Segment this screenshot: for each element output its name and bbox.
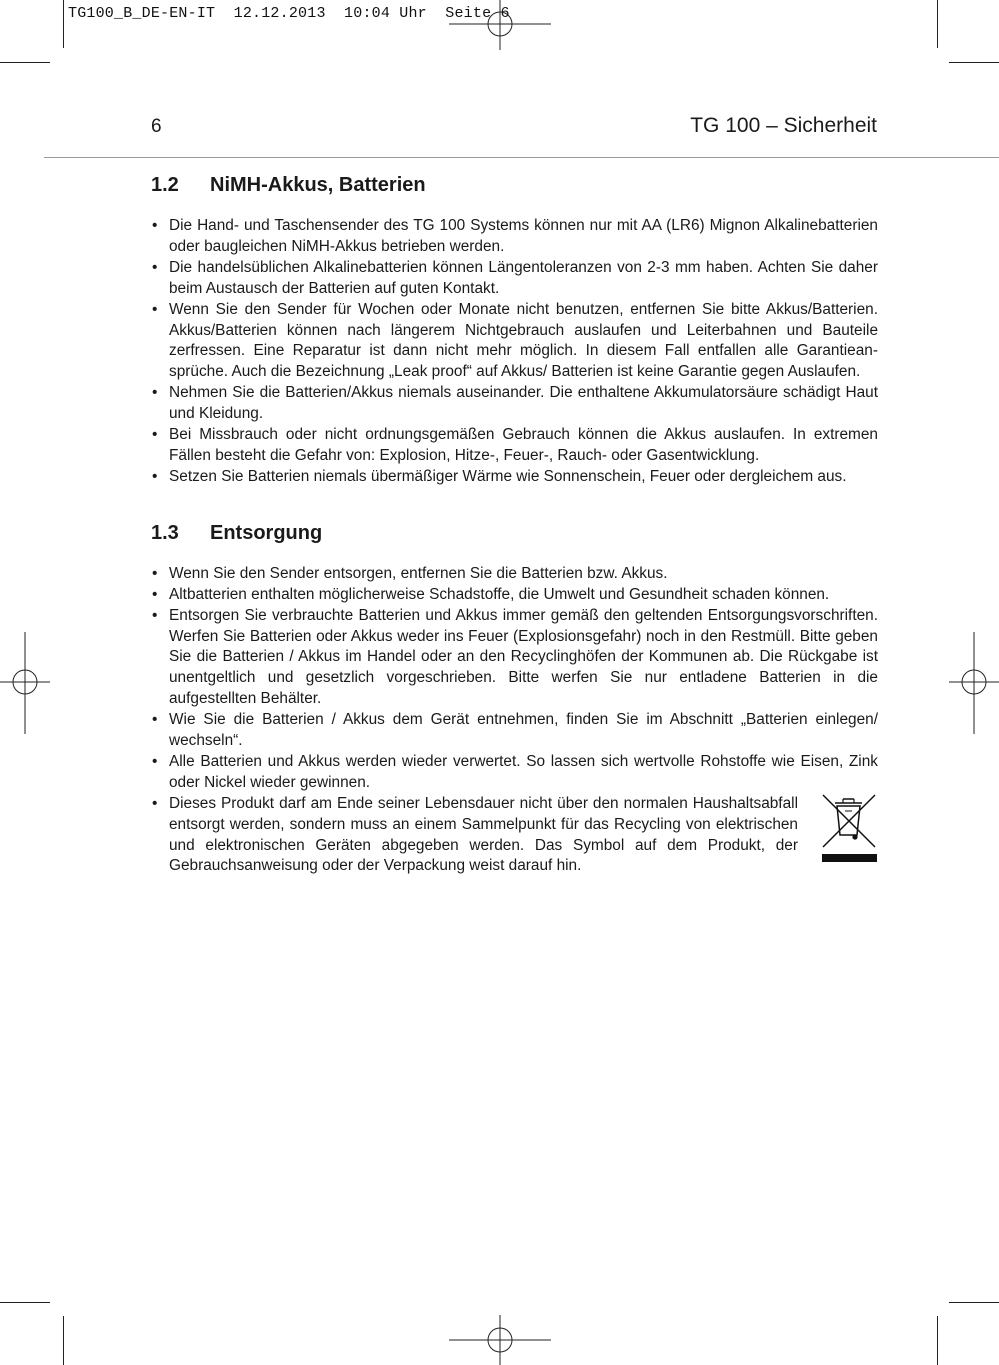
section-title: NiMH-Akkus, Batterien (210, 174, 426, 196)
crop-mark (0, 1302, 50, 1303)
list-item: • Setzen Sie Batterien niemals übermäßiger Wärme wie Sonnenschein, Feuer oder dergleichem aus. (151, 467, 878, 488)
list-item: • Wenn Sie den Sender entsorgen, entfernen Sie die Batterien bzw. Akkus. (151, 564, 878, 585)
list-item: • Altbatterien enthalten möglicherweise Schadstoffe, die Umwelt und Gesundheit schaden können. (151, 585, 878, 606)
registration-mark-bottom (449, 1315, 551, 1365)
bullet-list (151, 216, 878, 488)
list-item: • Die handelsüblichen Alkalinebatterien können Längentoleranzen von 2-3 mm haben. Achten Sie daher beim Austausch der Batterien auf guten Kontakt. (151, 258, 878, 300)
header-divider (44, 157, 999, 158)
list-item: • Wenn Sie den Sender für Wochen oder Monate nicht benutzen, entfernen Sie bitte Akkus/Batterien. Akkus/Batterien können nach längerem Nichtgebrauch auslaufen und Leiterbahnen und Bauteile zerfressen. Eine Reparatur ist dann nicht mehr möglich. In diesem Fall entfallen alle Garantieansprüche. Auch die Bezeichnung „Leak proof“ auf Akkus/ Batterien ist keine Garantie gegen Auslaufen. (151, 300, 878, 384)
crop-mark (937, 0, 938, 48)
running-title: TG 100 – Sicherheit (690, 114, 877, 137)
list-item: • Die Hand- und Taschensender des TG 100 Systems können nur mit AA (LR6) Mignon Alkalinebatterien oder baugleichen NiMH-Akkus betrieben werden. (151, 216, 878, 258)
list-item-text: • Dieses Produkt darf am Ende seiner Lebensdauer nicht über den normalen Haushaltsabfall entsorgt werden, sondern muss an einem Sammelpunkt für das Recycling von elektrischen und elektronischen Geräten abgegeben werden. Das Symbol auf dem Produkt, der Gebrauchsanweisung oder der Verpackung weist darauf hin. (169, 794, 798, 875)
print-slug: TG100_B_DE-EN-IT 12.12.2013 10:04 Uhr Seite 6 (68, 5, 510, 22)
section-title: Entsorgung (210, 521, 323, 544)
registration-mark-top (449, 0, 551, 50)
registration-mark-left (0, 632, 50, 734)
crop-mark (0, 62, 50, 63)
bullet-list (151, 564, 878, 878)
crop-mark (63, 1316, 64, 1365)
page-content (151, 174, 878, 877)
crop-mark (949, 1302, 999, 1303)
list-item: • Bei Missbrauch oder nicht ordnungsgemäßen Gebrauch können die Akkus auslaufen. In extremen Fällen besteht die Gefahr von: Explosion, Hitze-, Feuer-, Rauch- oder Gasentwicklung. (151, 425, 878, 467)
section-heading (151, 522, 878, 545)
crossed-out-wheelie-bin-icon (820, 789, 878, 867)
list-item: • Nehmen Sie die Batterien/Akkus niemals auseinander. Die enthaltene Akkumulatorsäure schädigt Haut und Kleidung. (151, 383, 878, 425)
section-heading (151, 174, 878, 197)
registration-mark-right (949, 632, 999, 734)
crop-mark (63, 0, 64, 48)
list-item: • Alle Batterien und Akkus werden wieder verwertet. So lassen sich wertvolle Rohstoffe wie Eisen, Zink oder Nickel wieder gewinnen. (151, 752, 878, 794)
section-number: 1.2 (151, 174, 179, 196)
list-item: • Entsorgen Sie verbrauchte Batterien und Akkus immer gemäß den geltenden Entsorgungsvorschriften. Werfen Sie Batterien oder Akkus weder ins Feuer (Explosionsgefahr) noch in den Restmüll. Bitte geben Sie die Batterien / Akkus im Handel oder an den Recyclinghöfen der Kommunen ab. Die Rückgabe ist unentgeltlich und gesetzlich vorgeschrieben. Bitte werfen Sie nur entladene Batterien in die aufgestellten Behälter. (151, 606, 878, 711)
list-item (151, 794, 878, 878)
crop-mark (949, 62, 999, 63)
section-number: 1.3 (151, 521, 179, 544)
list-item: • Wie Sie die Batterien / Akkus dem Gerät entnehmen, finden Sie im Abschnitt „Batterien einlegen/ wechseln“. (151, 710, 878, 752)
crop-mark (937, 1316, 938, 1365)
page-number: 6 (151, 116, 162, 137)
